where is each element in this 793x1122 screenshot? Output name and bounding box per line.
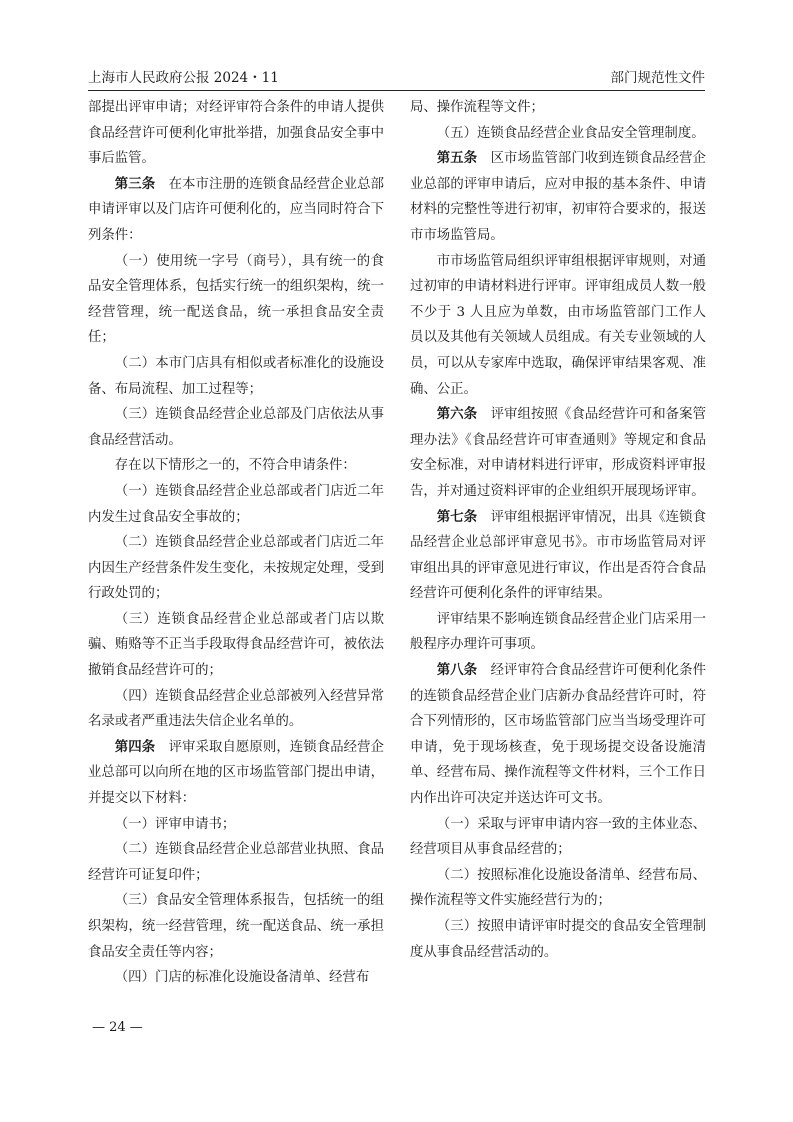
article-paragraph [410,658,706,812]
paragraph [88,479,384,530]
right-column [410,95,706,965]
paragraph [88,453,384,479]
page-number: — 24 — [92,1020,143,1035]
paragraph-text: 市市场监管局组织评审组根据评审规则，对通过初审的申请材料进行评审。评审组成员人数一般不少于 3 人且应为单数，由市场监管部门工作人员以及其他有关领域人员组成。有关专业领域的人员，可以从专家库中选取，确保评审结果客观、准确、公正。 [410,253,706,397]
paragraph [410,914,706,965]
paragraph [410,863,706,914]
paragraph-text: 评审组根据评审情况，出具《连锁食品经营企业总部评审意见书》。市市场监管局对评审组出具的评审意见进行审议，作出是否符合食品经营许可便利化条件的评审结果。 [410,509,707,602]
paragraph-text: （一）采取与评审申请内容一致的主体业态、经营项目从事食品经营的； [410,816,706,858]
article-number: 第六条 [436,407,478,423]
paragraph-text: 评审采取自愿原则，连锁食品经营企业总部可以向所在地的区市场监管部门提出申请，并提交以下材料： [88,739,385,807]
paragraph-text: （二）按照标准化设施设备清单、经营布局、操作流程等文件实施经营行为的； [410,867,706,909]
paragraph-text: 存在以下情形之一的，不符合申请条件： [114,458,356,474]
paragraph [88,351,384,402]
paragraph-text: 局、操作流程等文件； [410,100,544,115]
paragraph [410,121,706,147]
paragraph [410,95,706,121]
paragraph-text: 区市场监管部门收到连锁食品经营企业总部的评审申请后，应对申报的基本条件、申请材料的完整性等进行初审，初审符合要求的，报送市市场监管局。 [410,151,707,243]
paragraph-text: （四）连锁食品经营企业总部被列入经营异常名录或者严重违法失信企业名单的。 [88,688,384,730]
paragraph [88,249,384,351]
paragraph [88,607,384,684]
paragraph-text: （三）食品安全管理体系报告，包括统一的组织架构，统一经营管理，统一配送食品、统一承担食品安全责任等内容； [88,893,384,960]
paragraph-text: 经评审符合食品经营许可便利化条件的连锁食品经营企业门店新办食品经营许可时，符合下列情形的，区市场监管部门应当当场受理许可申请，免于现场核查，免于现场提交设备设施清单、经营布局、操作流程等文件材料，三个工作日内作出许可决定并送达许可文书。 [410,663,707,807]
paragraph [88,530,384,607]
running-header [88,64,705,91]
paragraph [88,965,384,991]
journal-title: 上海市人民政府公报 2024・11 [88,70,279,86]
paragraph-text: 在本市注册的连锁食品经营企业总部申请评审以及门店许可便利化的，应当同时符合下列条件： [88,176,385,243]
paragraph-text: （三）按照申请评审时提交的食品安全管理制度从事食品经营活动的。 [410,919,706,960]
paragraph-text: 评审结果不影响连锁食品经营企业门店采用一般程序办理许可事项。 [410,611,706,653]
paragraph [410,607,706,658]
paragraph-text: （二）连锁食品经营企业总部营业执照、食品经营许可证复印件； [88,842,384,883]
paragraph-text: （三）连锁食品经营企业总部或者门店以欺骗、贿赂等不正当手段取得食品经营许可，被依法撤销食品经营许可的； [88,611,384,679]
article-paragraph [88,735,384,812]
article-paragraph [410,146,706,248]
paragraph [88,684,384,735]
article-paragraph [410,402,706,504]
paragraph-text: （五）连锁食品经营企业食品安全管理制度。 [436,125,705,141]
paragraph [88,402,384,453]
paragraph [410,249,706,403]
paragraph [88,812,384,838]
left-column [88,95,384,991]
article-number: 第四条 [114,739,156,755]
paragraph-text: （一）评审申请书； [114,816,236,832]
paragraph-text: （一）使用统一字号（商号），具有统一的食品安全管理体系，包括实行统一的组织架构，统一经营管理，统一配送食品，统一承担食品安全责任； [88,253,384,346]
article-number: 第八条 [436,663,478,679]
article-number: 第三条 [114,176,156,192]
paragraph [88,888,384,965]
paragraph-text: （三）连锁食品经营企业总部及门店依法从事食品经营活动。 [88,407,384,448]
article-paragraph [410,505,706,607]
paragraph-text: 部提出评审申请；对经评审符合条件的申请人提供食品经营许可便利化审批举措，加强食品安全事中事后监管。 [88,100,384,167]
paragraph-text: （二）连锁食品经营企业总部或者门店近二年内因生产经营条件发生变化，未按规定处理，受到行政处罚的； [88,535,384,602]
paragraph-text: 评审组按照《食品经营许可和备案管理办法》《食品经营许可审查通则》等规定和食品安全标准，对申请材料进行评审，形成资料评审报告，并对通过资料评审的企业组织开展现场评审。 [410,407,707,499]
paragraph [410,812,706,863]
paragraph-text: （一）连锁食品经营企业总部或者门店近二年内发生过食品安全事故的； [88,483,384,525]
section-title: 部门规范性文件 [610,70,705,86]
paragraph [88,837,384,888]
paragraph [88,95,384,172]
paragraph-text: （四）门店的标准化设施设备清单、经营布 [114,970,370,986]
article-number: 第五条 [436,151,478,167]
paragraph-text: （二）本市门店具有相似或者标准化的设施设备、布局流程、加工过程等； [88,355,384,397]
article-paragraph [88,172,384,249]
article-number: 第七条 [436,509,478,525]
